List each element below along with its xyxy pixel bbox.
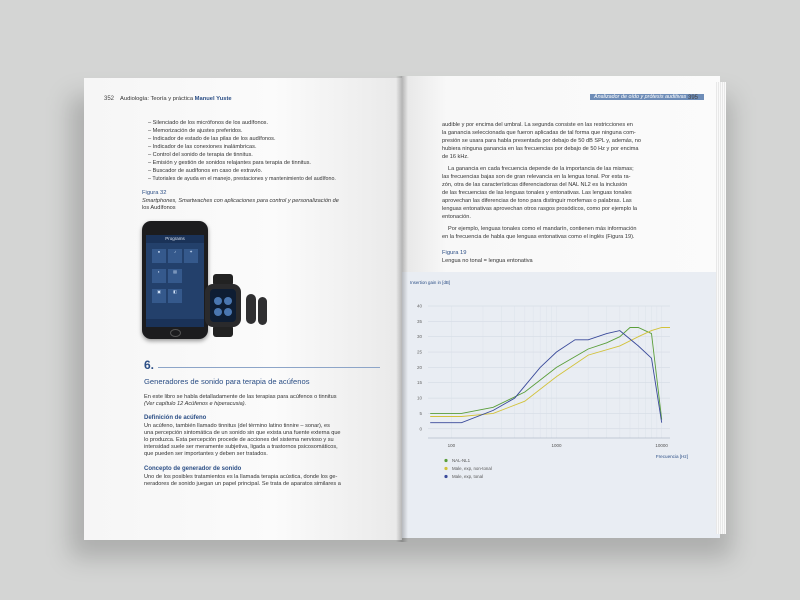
paragraph-line: presión se usara para habla presentada por debajo de 50 dB SPL y, además, no xyxy=(442,138,642,144)
app-tile-icon: ◧ xyxy=(168,289,182,303)
smartphone-image xyxy=(142,221,208,339)
paragraph-line: que pueden ser importantes y deben ser tratados. xyxy=(144,451,268,457)
subsection-heading: Concepto de generador de sonido xyxy=(144,466,242,472)
list-item: – Control del sonido de terapia de tinnitus. xyxy=(148,152,253,158)
x-tick-label: 10000 xyxy=(655,443,668,448)
paragraph-line: entonación. xyxy=(442,214,471,220)
figure-label: Figura 32 xyxy=(142,190,167,196)
paragraph-line: hubiera ninguna ganancia en las frecuencias por debajo de 50 Hz y por encima xyxy=(442,146,639,152)
app-tile-icon: ♪ xyxy=(168,249,182,263)
y-tick-label: 40 xyxy=(416,303,422,309)
app-tile-icon: ◐ xyxy=(152,269,166,283)
list-item: – Emisión y gestión de sonidos relajantes para terapia de tinnitus. xyxy=(148,160,311,166)
legend-label: NAL-NL1 xyxy=(452,458,471,463)
phone-screen xyxy=(146,235,204,327)
smartwatch-image xyxy=(205,284,241,327)
list-item: – Buscador de audífonos en caso de extravío. xyxy=(148,168,263,174)
paragraph-line: de 16 kHz. xyxy=(442,154,469,160)
book-gutter xyxy=(396,76,408,542)
intro-line: En este libro se habla detalladamente de las terapias para acúfenos o tinnitus xyxy=(144,394,337,400)
chart-labels xyxy=(410,280,688,459)
hearing-aid-image xyxy=(246,294,256,324)
x-tick-label: 100 xyxy=(447,443,456,448)
list-item: – Silenciado de los micrófonos de los audífonos. xyxy=(148,120,269,126)
paragraph-line: aprovechan las diferencias de tono para distinguir morfemas o palabras. Las xyxy=(442,198,632,204)
figure-caption-line: los Audífonos xyxy=(142,205,176,211)
section-title: Generadores de sonido para terapia de acúfenos xyxy=(144,377,310,386)
list-item: – Indicador de estado de las pilas de los audífonos. xyxy=(148,136,276,142)
series-line xyxy=(430,328,662,420)
gain-chart xyxy=(402,272,720,538)
paragraph-line: zón, otra de las características diferenciadoras del NAL NL2 es la inclusión xyxy=(442,182,628,188)
list-item: – Tutoriales de ayuda en el manejo, prestaciones y mantenimiento del audífono. xyxy=(148,176,336,182)
paragraph-line: intensidad suele ser meramente subjetiva, ligada a trastornos psicosomáticos, xyxy=(144,444,338,450)
home-button-icon xyxy=(170,329,181,337)
legend-label: Male, exp, non-tonal xyxy=(452,466,492,471)
watch-app-icon xyxy=(214,308,222,316)
y-tick-label: 35 xyxy=(416,318,422,324)
list-item: – Memorización de ajustes preferidos. xyxy=(148,128,243,134)
legend-label: Male, exp, tonal xyxy=(452,474,483,479)
app-tile-icon: ● xyxy=(152,249,166,263)
y-tick-label: 10 xyxy=(416,395,422,401)
left-page xyxy=(84,78,402,540)
right-running-head: Analizador de oído y prótesis auditivas xyxy=(594,93,687,100)
legend-marker xyxy=(444,475,447,478)
chart-series xyxy=(430,328,670,423)
subsection-heading: Definición de acúfeno xyxy=(144,415,207,421)
paragraph-line: las frecuencias bajas son de gran relevancia en la lengua tonal. Por esta ra- xyxy=(442,174,631,180)
section-divider xyxy=(158,367,380,368)
x-tick-label: 1000 xyxy=(551,443,562,448)
paragraph-line: lenguas entonativas aprovechan otros rasgos prosódicos, como por ejemplo la xyxy=(442,206,637,212)
phone-tab-bar xyxy=(146,319,204,327)
figure-label: Figura 19 xyxy=(442,250,467,256)
hearing-aid-image xyxy=(258,297,267,325)
phone-screen-title: Programs xyxy=(146,235,204,243)
left-page-number: 352 xyxy=(104,96,115,102)
y-tick-label: 30 xyxy=(416,334,422,340)
figure-caption: Lengua no tonal = lengua entonativa xyxy=(442,258,533,264)
running-head-title: Audiología: Teoría y práctica xyxy=(120,96,194,102)
y-tick-label: 5 xyxy=(419,410,422,416)
left-running-head xyxy=(120,96,232,102)
right-page-number: 395 xyxy=(688,95,699,101)
paragraph-line: lo produzca. Esta percepción procede de acciones del sistema nervioso y su xyxy=(144,437,334,443)
app-tile-icon: ▣ xyxy=(152,289,166,303)
paragraph-line: Por ejemplo, lenguas tonales como el mandarín, contienen más información xyxy=(448,226,637,232)
list-item: – Indicador de las conexiones inalámbricas. xyxy=(148,144,257,150)
legend-marker xyxy=(444,467,447,470)
app-tile-icon: ▤ xyxy=(168,269,182,283)
y-axis-label: Insertion gain in [dB] xyxy=(410,280,451,285)
y-tick-label: 25 xyxy=(416,349,422,355)
paragraph-line: en la frecuencia de habla que lenguas entonativas como el inglés (Figura 19). xyxy=(442,234,635,240)
series-line xyxy=(430,331,662,423)
paragraph-line: neradores de sonido juegan un papel principal. Se trata de aparatos similares a xyxy=(144,481,341,487)
paragraph-line: de las frecuencias de las lenguas tonales y entonativas. Las lenguas tonales xyxy=(442,190,632,196)
intro-line: (Ver capítulo 12 Acúfenos e hiperacusia). xyxy=(144,401,247,407)
watch-app-icon xyxy=(214,297,222,305)
paragraph-line: La ganancia en cada frecuencia depende de la importancia de las mismas; xyxy=(448,166,634,172)
y-tick-label: 0 xyxy=(419,426,422,432)
running-head-author: Manuel Yuste xyxy=(194,96,232,102)
paragraph-line: una percepción sintomática de un sonido sin que exista una fuente externa que xyxy=(144,430,341,436)
paragraph-line: Uno de los posibles tratamientos es la llamada terapia acústica, donde los ge- xyxy=(144,474,338,480)
page-edges xyxy=(716,82,726,534)
chart-legend xyxy=(444,458,491,479)
section-number: 6. xyxy=(144,358,155,372)
y-tick-label: 20 xyxy=(416,364,422,370)
paragraph-line: la ganancia seleccionada que fueron aplicadas de tal forma que ninguna com- xyxy=(442,130,636,136)
chart-grid xyxy=(428,306,670,438)
x-axis-label: Frecuencia [Hz] xyxy=(655,454,688,459)
watch-app-icon xyxy=(224,308,232,316)
figure-caption-line: Smartphones, Smartwaches con aplicaciones para control y personalización de xyxy=(142,198,339,204)
paragraph-line: Un acúfeno, también llamado tinnitus (del término latino tinnire – sonar), es xyxy=(144,423,330,429)
watch-app-icon xyxy=(224,297,232,305)
legend-marker xyxy=(444,459,447,462)
y-tick-label: 15 xyxy=(416,380,422,386)
watch-screen xyxy=(210,289,236,322)
paragraph-line: audible y por encima del umbral. La segunda consiste en las restricciones en xyxy=(442,122,633,128)
app-tile-icon: ✦ xyxy=(184,249,198,263)
right-page xyxy=(402,76,720,538)
